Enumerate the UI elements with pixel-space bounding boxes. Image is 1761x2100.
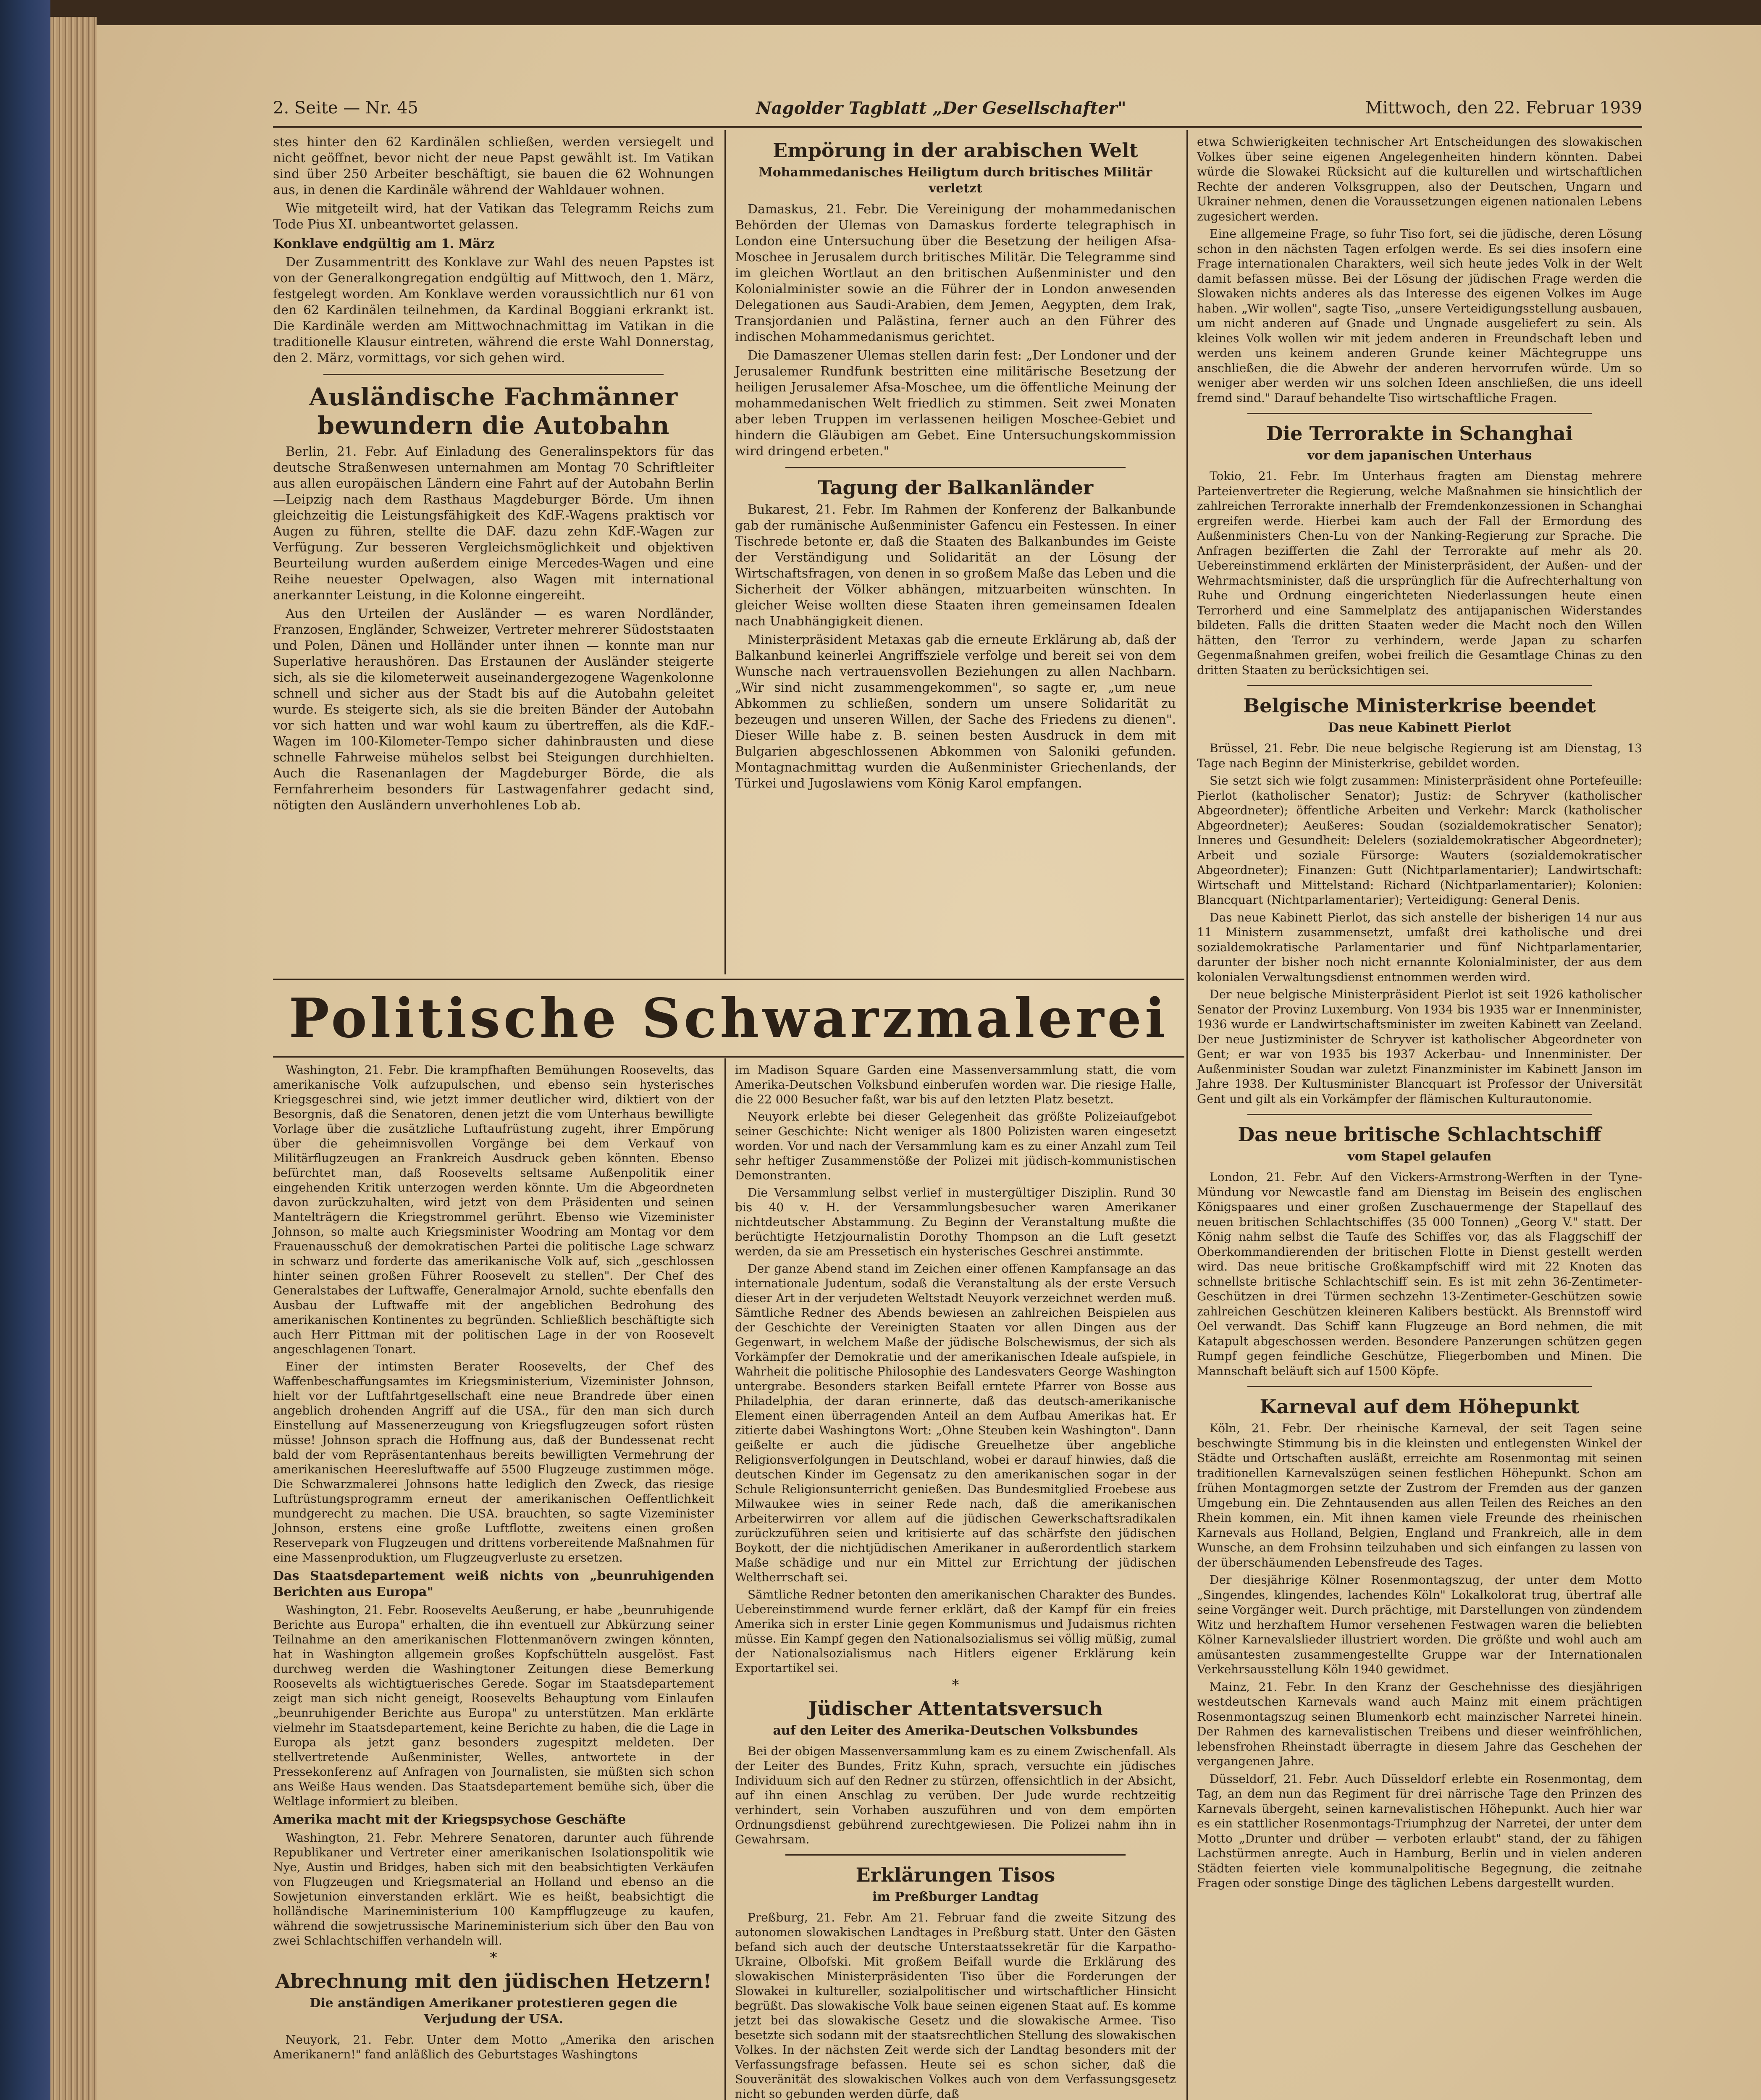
article-paragraph: Neuyork erlebte bei dieser Gelegenheit das größte Polizeiaufgebot seiner Geschichte: Nicht weniger als 1800 Polizisten waren eingesetzt worden. Vor und nach der Versammlung kam es zu einer Anzahl zum Teil sehr heftiger Zusammenstöße der Polizei mit jüdisch-kommunistischen Demonstranten.: [735, 1110, 1176, 1182]
divider: [785, 467, 1126, 468]
article-paragraph: Wie mitgeteilt wird, hat der Vatikan das Telegramm Reichs zum Tode Pius XI. unbeantwortet gelassen.: [273, 201, 714, 232]
article-paragraph: Die Versammlung selbst verlief in mustergültiger Disziplin. Rund 30 bis 40 v. H. der Versammlungsbesucher waren Amerikaner nichtdeutscher Abstammung. Zu Beginn der Veranstaltung mußte die berüchtigte Hetzjournalistin Dorothy Thompson an die Luft gesetzt werden, da sie am Pressetisch ein hysterisches Geschrei anstimmte.: [735, 1186, 1176, 1258]
article-title: Empörung in der arabischen Welt: [773, 139, 1138, 162]
article-paragraph: Brüssel, 21. Febr. Die neue belgische Regierung ist am Dienstag, 13 Tage nach Beginn der Ministerkrise, gebildet worden.: [1197, 741, 1642, 770]
article-title: Belgische Ministerkrise beendet: [1243, 694, 1596, 717]
divider: [1247, 1114, 1592, 1115]
column-rule: [1186, 130, 1188, 2100]
newspaper-masthead: Nagolder Tagblatt „Der Gesellschafter": [756, 98, 1126, 118]
article-paragraph: im Madison Square Garden eine Massenversammlung statt, die vom Amerika-Deutschen Volksbund einberufen worden war. Die riesige Halle, die 22 000 Besucher faßt, war bis auf den letzten Platz besetzt.: [735, 1063, 1176, 1106]
article-paragraph: etwa Schwierigkeiten technischer Art Entscheidungen des slowakischen Volkes über seine eigenen Angelegenheiten hindern könnten. Dabei würde die Slowakei Rücksicht auf die kulturellen und wirtschaftlichen Rechte der anderen Volksgruppen, also der Deutschen, Ungarn und Ukrainer nehmen, denen die Voraussetzungen eigenen nationalen Lebens zugesichert werden.: [1197, 135, 1642, 223]
article-paragraph: Washington, 21. Febr. Roosevelts Aeußerung, er habe „beunruhigende Berichte aus Europa" erhalten, die ihn eventuell zur Abkürzung seiner Teilnahme an den amerikanischen Flottenmanövern zwingen könnten, hat in Washington allgemein großes Kopfschütteln ausgelöst. Fast durchweg werden die Washingtoner Zeitungen diese Bemerkung Roosevelts als wichtigtuerisches Gerede. Sogar im Staatsdepartement zeigt man sich nicht geneigt, Roosevelts Behauptung vom Einlaufen „beunruhigender Berichte aus Europa" zu unterstützen. Man erklärte vielmehr im Staatsdepartement, keine Berichte zu haben, die die Lage in Europa als jetzt ganz besonders zugespitzt meldeten. Der stellvertretende Außenminister, Welles, antwortete in der Pressekonferenz auf Anfragen von Journalisten, sie müßten sich schon ans Weiße Haus wenden. Das Staatsdepartement bemühe sich, über die Weltlage informiert zu bleiben.: [273, 1603, 714, 1808]
separator-star: *: [490, 1949, 497, 1966]
banner-rule-bottom: [273, 1056, 1184, 1058]
article-subtitle: auf den Leiter des Amerika-Deutschen Volksbundes: [773, 1723, 1138, 1738]
article-paragraph: Der neue belgische Ministerpräsident Pierlot ist seit 1926 katholischer Senator der Provinz Luxemburg. Von 1934 bis 1935 war er Innenminister, 1936 wurde er Landwirtschaftsminister im zweiten Kabinett van Zeeland. Der neue Justizminister de Schryver ist katholischer Abgeordneter von Gent; er war von 1935 bis 1937 Ackerbau- und Innenminister. Der Außenminister Soudan war zuletzt Finanzminister im Kabinett Janson im Jahre 1938. Der Kultusminister Blancquart ist Professor der Universität Gent und gilt als ein Vorkämpfer der flämischen Kulturautonomie.: [1197, 987, 1642, 1106]
article-paragraph: Sie setzt sich wie folgt zusammen: Ministerpräsident ohne Portefeuille: Pierlot (katholischer Senator); Justiz: de Schryver (katholischer Abgeordneter); öffentliche Arbeiten und Verkehr: Marck (katholischer Abgeordneter); Aeußeres: Soudan (sozialdemokratischer Senator); Inneres und Gesundheit: Delelers (sozialdemokratischer Abgeordneter); Arbeit und soziale Fürsorge: Wauters (sozialdemokratischer Abgeordneter); Finanzen: Gutt (Nichtparlamentarier); Landwirtschaft: Wirtschaft und Mittelstand: Richard (Nichtparlamentarier); Kolonien: Blancquart (Nichtparlamentarier); Verteidigung: General Denis.: [1197, 774, 1642, 907]
article-paragraph: Aus den Urteilen der Ausländer — es waren Nordländer, Franzosen, Engländer, Schweizer, Vertreter mehrerer Südoststaaten und Polen, Dänen und Holländer unter ihnen — konnte man nur Superlative heraushören. Das Erstaunen der Ausländer steigerte sich, als sie die kilometerweit auseinandergezogene Wagenkolonne schnell und sicher aus der Stadt bis auf die Autobahn geleitet wurde. Es steigerte sich, als sie die breiten Bänder der Autobahn vor sich hatten und war wohl kaum zu übertreffen, als die KdF.-Wagen im 100-Kilometer-Tempo sicher dahinbrausten und diese schnelle Fahrweise mühelos selbst bei Steigungen durchhielten. Auch die Rasenanlagen der Magdeburger Börde, die als Fernfahrerheim besonders für Lastwagenfahrer gedacht sind, nötigten den Ausländern unverhohlenes Lob ab.: [273, 606, 714, 813]
article-paragraph: Bukarest, 21. Febr. Im Rahmen der Konferenz der Balkanbunde gab der rumänische Außenminister Gafencu ein Festessen. In einer Tischrede betonte er, daß die Staaten des Balkanbundes im Geiste der Verständigung und Solidarität an der Lösung der Wirtschaftsfragen, von denen in so großem Maße das Leben und die Sicherheit der Völker abhängen, mitzuarbeiten wünschten. In gleicher Weise wollten diese Staaten ihren gemeinsamen Idealen nach Unabhängigkeit dienen.: [735, 502, 1176, 629]
banner-rule-top: [273, 979, 1184, 980]
page-header: [273, 92, 1642, 128]
article-paragraph: Preßburg, 21. Febr. Am 21. Februar fand die zweite Sitzung des autonomen slowakischen Landtages in Preßburg statt. Unter den Gästen befand sich auch der deutsche Unterstaatssekretär für die Karpatho-Ukraine, Olbofski. Mit großem Beifall wurde die Erklärung des slowakischen Ministerpräsidenten Tiso über die Forderungen der Slowakei in kultureller, sozialpolitischer und wirtschaftlicher Hinsicht begrüßt. Das slowakische Volk baue seinen eigenen Staat auf. Es komme jetzt bei das slowakische Gesetz und die slowakische Armee. Tiso besetzte sich sodann mit der staatsrechtlichen Stellung des slowakischen Volkes. In der nächsten Zeit werde sich der Landtag besonders mit der Verfassungsfrage befassen. Heute sei es schon sicher, daß die Souveränität des slowakischen Volkes auch von dem Verfassungsgesetz nicht so gebunden werden dürfe, daß: [735, 1911, 1176, 2100]
issue-date: Mittwoch, den 22. Februar 1939: [1365, 98, 1642, 118]
column-rule: [724, 130, 726, 974]
article-paragraph: Washington, 21. Febr. Mehrere Senatoren, darunter auch führende Republikaner und Vertreter einer amerikanischen Isolationspolitik wie Nye, Austin und Bridges, haben sich mit den beabsichtigten Verkäufen von Flugzeugen und Kriegsmaterial an Holland und ebenso an die Sowjetunion einverstanden erklärt. Wie es heißt, beabsichtigt die holländische Marineministerium 100 Kampfflugzeuge zu kaufen, während die sowjetrussische Marineministerium sich über den Bau von zwei Schlachtschiffen verhandeln will.: [273, 1831, 714, 1948]
section-heading: Amerika macht mit der Kriegspsychose Geschäfte: [273, 1812, 626, 1827]
article-subtitle: Mohammedanisches Heiligtum durch britisches Militär verletzt: [758, 165, 1152, 196]
article-paragraph: Mainz, 21. Febr. In den Kranz der Geschehnisse des diesjährigen westdeutschen Karnevals wand auch Mainz mit einem prächtigen Rosenmontagszug seinen Blumenkorb echt mainzischer Narretei hinein. Der Rahmen des karnevalistischen Treibens und dieser weinfröhlichen, lebensfrohen Rheinstadt überragte in diesem Jahre das Geschehen der vergangenen Jahre.: [1197, 1680, 1642, 1768]
divider: [1247, 1386, 1592, 1387]
article-paragraph: Neuyork, 21. Febr. Unter dem Motto „Amerika den arischen Amerikanern!" fand anläßlich des Geburtstages Washingtons: [273, 2033, 714, 2061]
newspaper-page: [97, 25, 1761, 2100]
article-subtitle: im Preßburger Landtag: [872, 1890, 1039, 1904]
article-title: Das neue britische Schlachtschiff: [1238, 1123, 1601, 1146]
article-title: Jüdischer Attentatsversuch: [808, 1697, 1103, 1720]
page-number: 2. Seite — Nr. 45: [273, 98, 418, 118]
article-subtitle: vom Stapel gelaufen: [1347, 1149, 1492, 1164]
article-title: Tagung der Balkanländer: [817, 476, 1094, 499]
article-paragraph: Die Damaszener Ulemas stellen darin fest: „Der Londoner und der Jerusalemer Rundfunk bestritten eine militärische Besetzung der heiligen Jerusalemer Afsa-Moschee, um die öffentliche Meinung der mohammedanischen Welt friedlich zu stimmen. Seit zwei Monaten aber leben Truppen im verlassenen heiligen Moschee-Gebiet und hindern die Gläubigen am Gebet. Eine Untersuchungskommission wird dringend erbeten.": [735, 348, 1176, 459]
article-paragraph: Washington, 21. Febr. Die krampfhaften Bemühungen Roosevelts, das amerikanische Volk aufzupulschen, und ebenso sein hysterisches Kriegsgeschrei sind, wie jetzt immer deutlicher wird, diktiert von der Besorgnis, daß die Senatoren, denen jetzt die vom Unterhaus bewilligte Vorlage über die zusätzliche Luftaufrüstung zugeht, ihrer Empörung über die geheimnisvollen Vorgänge bei dem Verkauf von Militärflugzeugen an Frankreich Ausdruck geben könnten. Ebenso befürchtet man, daß Roosevelts seltsame Außenpolitik einer eingehenden Kritik unterzogen werden könnte. Um die Abgeordneten davon zurückzuhalten, wird jetzt von dem Präsidenten und seinen Mantelträgern die Kriegstrommel gerührt. Ebenso wie Vizeminister Johnson, so malte auch Kriegsminister Woodring am Montag vor dem Frauenausschuß der demokratischen Partei die politische Lage schwarz in schwarz und forderte das amerikanische Volk auf, sich „geschlossen hinter seinen großen Führer Roosevelt zu stellen". Der Chef des Generalstabes der Luftwaffe, Generalmajor Arnold, suchte ebenfalls den Ausbau der Luftwaffe mit der angeblichen Bedrohung des amerikanischen Kontinentes zu begründen. Schließlich beschäftigte sich auch Herr Pittman mit der politischen Lage in der von Roosevelt angeschlagenen Tonart.: [273, 1063, 714, 1356]
article-paragraph: Sämtliche Redner betonten den amerikanischen Charakter des Bundes. Uebereinstimmend wurde ferner erklärt, daß der Kampf für ein freies Amerika sich in erster Linie gegen Kommunismus und Judaismus richten müsse. Ein Kampf gegen den Nationalsozialismus sei völlig müßig, zumal der Nationalsozialismus nach Hitlers eigener Erklärung kein Exportartikel sei.: [735, 1588, 1176, 1675]
article-title: Ausländische Fachmänner bewundern die Autobahn: [309, 383, 678, 440]
book-binding: [0, 0, 50, 2100]
page-stack-edge: [50, 17, 97, 2100]
article-paragraph: Ministerpräsident Metaxas gab die erneute Erklärung ab, daß der Balkanbund keinerlei Angriffsziele verfolge und bereit sei von dem Wunsche nach vertrauensvollen Beziehungen zu allen Nachbarn. „Wir sind nicht zusammengekommen", so sagte er, „um neue Abkommen zu schließen, sondern um unsere Solidarität zu bezeugen und unseren Willen, der Sache des Friedens zu dienen". Dieser Wille habe z. B. seinen besten Ausdruck in dem mit Bulgarien abgeschlossenen Abkommen von Saloniki gefunden. Montagnachmittag wurden die Außenminister Griechenlands, der Türkei und Jugoslawiens vom König Karol empfangen.: [735, 633, 1176, 791]
article-title: Die Terrorakte in Schanghai: [1266, 422, 1573, 445]
article-paragraph: Köln, 21. Febr. Der rheinische Karneval, der seit Tagen seine beschwingte Stimmung bis in die kleinsten und entlegensten Winkel der Städte und Ortschaften ausläßt, erreichte am Rosenmontag mit seinen traditionellen Karnevalszügen seinen festlichen Höhepunkt. Schon am frühen Montagmorgen setzte der Zustrom der Fremden aus der ganzen Umgebung ein. Die Zehntausenden aus allen Teilen des Reiches an den Rhein kommen, ein. Mit ihnen kamen viele Freunde des rheinischen Karnevals aus Holland, Belgien, England und Frankreich, alle in dem Wunsche, an dem Frohsinn teilzuhaben und sich einfangen zu lassen von der überschäumenden Lebensfreude des Tages.: [1197, 1421, 1642, 1570]
article-subtitle: Die anständigen Amerikaner protestieren gegen die Verjudung der USA.: [310, 1996, 677, 2026]
article-subtitle: Das neue Kabinett Pierlot: [1328, 720, 1512, 735]
article-paragraph: Der ganze Abend stand im Zeichen einer offenen Kampfansage an das internationale Judentum, sodaß die Veranstaltung als der erste Versuch dieser Art in der verjudeten Weltstadt Neuyork verzeichnet werden muß. Sämtliche Redner des Abends bewiesen an zahlreichen Beispielen aus der Geschichte der Vereinigten Staaten vor allen Dingen aus der Gegenwart, in welchem Maße der jüdische Bolschewismus, der sich als Vorkämpfer der Demokratie und der amerikanischen Ideale aufspiele, in Wahrheit die politische Philosophie des Landesvaters George Washington untergrabe. Besonders starken Beifall erntete Pfarrer von Bosse aus Philadelphia, der daran erinnerte, daß das deutsch-amerikanische Element einen überragenden Anteil an dem Aufbau Amerikas hat. Er zitierte dabei Washingtons Wort: „Ohne Steuben kein Washington". Dann geißelte er auch die jüdische Greuelhetze über angebliche Religionsverfolgungen in Deutschland, wobei er darauf hinwies, daß die deutschen Kinder im Gegensatz zu den amerikanischen sogar in der Schule Religionsunterricht genießen. Das Bundesmitglied Froebese aus Milwaukee wies in seiner Rede nach, daß die amerikanischen Arbeiterwirren vor allem auf die jüdischen Gewerkschaftsradikalen zurückzuführen seien und kritisierte auf das schärfste den jüdischen Boykott, der die nichtjüdischen Amerikaner in außerordentlich starkem Maße schädige und nur ein Mittel zur Errichtung der jüdischen Weltherrschaft sei.: [735, 1262, 1176, 1584]
article-paragraph: Berlin, 21. Febr. Auf Einladung des Generalinspektors für das deutsche Straßenwesen unternahmen am Montag 70 Schriftleiter aus allen europäischen Ländern eine Fahrt auf der Autobahn Berlin—Leipzig nach dem Rasthaus Magdeburger Börde. Um ihnen gleichzeitig die Leistungsfähigkeit des KdF.-Wagens praktisch vor Augen zu führen, stellte die DAF. dazu zehn KdF.-Wagen zur Verfügung. Zur besseren Vergleichsmöglichkeit und objektiven Beurteilung wurden außerdem einige Mercedes-Wagen und eine Reihe neuester Opelwagen, also Wagen mit international anerkannter Leistung, in die Kolonne eingereiht.: [273, 444, 714, 603]
column-2-top: [735, 134, 1176, 794]
divider: [1247, 685, 1592, 686]
section-heading: Das Staatsdepartement weiß nichts von „beunruhigenden Berichten aus Europa": [273, 1569, 714, 1599]
article-title: Karneval auf dem Höhepunkt: [1260, 1395, 1580, 1418]
article-subtitle: vor dem japanischen Unterhaus: [1307, 448, 1532, 463]
article-paragraph: Bei der obigen Massenversammlung kam es zu einem Zwischenfall. Als der Leiter des Bundes, Fritz Kuhn, sprach, versuchte ein jüdisches Individuum sich auf den Redner zu stürzen, offensichtlich in der Absicht, auf ihn einen Anschlag zu verüben. Der Jude wurde rechtzeitig verhindert, sein Vorhaben auszuführen und von dem empörten Ordnungsdienst gebührend zurechtgewiesen. Die Polizei nahm ihn in Gewahrsam.: [735, 1744, 1176, 1846]
article-paragraph: Der diesjährige Kölner Rosenmontagszug, der unter dem Motto „Singendes, klingendes, lachendes Köln" Lokalkolorat trug, übertraf alle seine Vorgänger weit. Durch prächtige, mit Darstellungen von zündendem Witz und herzhaftem Humor versehenen Festwagen waren die beliebten Kölner Karnevalslieder illustriert worden. Die größte und wohl auch am amüsantesten zusammengestellte Gruppe war der Internationalen Verkehrsausstellung Köln 1940 gewidmet.: [1197, 1573, 1642, 1676]
column-1-bottom: [273, 1063, 714, 2064]
article-paragraph: Eine allgemeine Frage, so fuhr Tiso fort, sei die jüdische, deren Lösung schon in den nächsten Tagen erfolgen werde. Es sei dies insofern eine Frage internationalen Charakters, weil sich heute jedes Volk in der Welt damit befassen müsse. Bei der Lösung der jüdischen Frage werden die Slowaken nichts anderes als das Interesse des eigenen Volkes im Auge haben. „Wir wollen", sagte Tiso, „unsere Verteidigungsstellung ausbauen, um nicht anderen auf Gnade und Ungnade ausgeliefert zu sein. Als kleines Volk wollen wir mit jedem anderen in Freundschaft leben und werden uns keinem anderen Grunde keiner Mächtegruppe uns anschließen, die die Abwehr der anderen hervorrufen würde. Um so weniger aber werden wir uns solchen Ideen anschließen, die uns ideell fremd sind." Darauf behandelte Tiso wirtschaftliche Fragen.: [1197, 227, 1642, 405]
divider: [785, 1854, 1126, 1856]
column-1-top: [273, 134, 714, 816]
article-paragraph: Tokio, 21. Febr. Im Unterhaus fragten am Dienstag mehrere Parteienvertreter die Regierung, welche Maßnahmen sie hinsichtlich der zahlreichen Terrorakte innerhalb der Fremdenkonzessionen in Schanghai ergreifen werde. Hierbei kam auch der Fall der Ermordung des Außenministers Chen-Lu von der Nanking-Regierung zur Sprache. Die Anfragen bezifferten die Zahl der Terrorakte auf mehr als 20. Uebereinstimmend erklärten der Ministerpräsident, der Außen- und der Wehrmachtsminister, daß die ursprünglich für die Aufrechterhaltung von Ruhe und Ordnung eingerichteten Niederlassungen heute einen Terrorherd und eine Sammelplatz des antijapanischen Widerstandes bildeten. Falls die dritten Staaten weder die Macht noch den Willen hätten, den Terror zu verhindern, werde Japan zu scharfen Gegenmaßnahmen greifen, wobei freilich die Gesamtlage Chinas zu den dritten Staaten zu berücksichtigen sei.: [1197, 469, 1642, 677]
article-title: Abrechnung mit den jüdischen Hetzern!: [275, 1970, 712, 1992]
divider: [1247, 413, 1592, 414]
article-paragraph: Düsseldorf, 21. Febr. Auch Düsseldorf erlebte ein Rosenmontag, dem Tag, an dem nun das Regiment für drei närrische Tage den Prinzen des Karnevals übergeht, seinen karnevalistischen Höhepunkt. Auch hier war es ein stattlicher Rosenmontags-Triumphzug der Narretei, der unter dem Motto „Drunter und drüber — verboten erlaubt" stand, der zu fähigen Lachstürmen anregte. Auch in Hamburg, Berlin und in vielen anderen Städten feierten viele kommunalpolitische Begegnung, die zeitnahe Fragen oder sonstige Dinge des täglichen Lebens dargestellt wurden.: [1197, 1772, 1642, 1890]
article-paragraph: stes hinter den 62 Kardinälen schließen, werden versiegelt und nicht geöffnet, bevor nicht der neue Papst gewählt ist. Im Vatikan sind über 250 Arbeiter beschäftigt, sie bauen die 62 Wohnungen aus, in denen die Kardinäle während der Wahldauer wohnen.: [273, 135, 714, 197]
article-paragraph: London, 21. Febr. Auf den Vickers-Armstrong-Werften in der Tyne-Mündung vor Newcastle fand am Dienstag im Beisein des englischen Königspaares und einer großen Zuschauermenge der Stapellauf des neuen britischen Schlachtschiffes (35 000 Tonnen) „Georg V." statt. Der König nahm selbst die Taufe des Schiffes vor, das als Flaggschiff der Oberkommandierenden der britischen Flotte in Dienst gestellt werden wird. Das neue britische Großkampfschiff wird mit 22 Knoten das schnellste britische Schlachtschiff sein. Es ist mit zehn 36-Zentimeter-Geschützen in drei Türmen sechzehn 13-Zentimeter-Geschützen sowie zahlreichen Geschützen kleineren Kalibers bestückt. Als Brennstoff wird Oel verwandt. Das Schiff kann Flugzeuge an Bord nehmen, die mit Katapult abgeschossen werden. Besondere Panzerungen schützen gegen Rumpf gegen feindliche Geschütze, Fliegerbomben und Minen. Die Mannschaft beläuft sich auf 1500 Köpfe.: [1197, 1170, 1642, 1378]
banner-headline: Politische Schwarzmalerei: [289, 987, 1169, 1050]
column-rule: [724, 1058, 726, 2100]
article-paragraph: Damaskus, 21. Febr. Die Vereinigung der mohammedanischen Behörden der Ulemas von Damaskus forderte telegraphisch in London eine Untersuchung über die Besetzung der heiligen Afsa-Moschee in Jerusalem durch britisches Militär. Die Telegramme sind im gleichen Wortlaut an den britischen Außenminister und den Kolonialminister sowie an die Führer der in London anwesenden Delegationen aus Saudi-Arabien, dem Jemen, Aegypten, dem Irak, Transjordanien und Palästina, ferner auch an den Führer des indischen Mohammedanismus gerichtet.: [735, 202, 1176, 344]
divider: [323, 374, 664, 375]
column-3: [1197, 134, 1642, 1893]
article-paragraph: Der Zusammentritt des Konklave zur Wahl des neuen Papstes ist von der Generalkongregation endgültig auf Mittwoch, den 1. März, festgelegt worden. Am Konklave werden voraussichtlich nur 61 von den 62 Kardinälen teilnehmen, da Kardinal Boggiani erkrankt ist. Die Kardinäle werden am Mittwochnachmittag im Vatikan in die traditionelle Klausur eintreten, während die erste Wahl Donnerstag, den 2. März, vormittags, vor sich gehen wird.: [273, 255, 714, 365]
column-2-bottom: [735, 1063, 1176, 2100]
section-heading: Konklave endgültig am 1. März: [273, 236, 495, 251]
page-content: [273, 92, 1642, 2100]
article-title: Erklärungen Tisos: [856, 1864, 1055, 1886]
article-paragraph: Das neue Kabinett Pierlot, das sich anstelle der bisherigen 14 nur aus 11 Ministern zusammensetzt, umfaßt drei katholische und drei sozialdemokratische Parlamentarier und fünf Nichtparlamentarier, darunter der bisher noch nicht ernannte Kolonialminister, der aus dem kolonialen Verwaltungsdienst entnommen werden wird.: [1197, 910, 1642, 984]
article-paragraph: Einer der intimsten Berater Roosevelts, der Chef des Waffenbeschaffungsamtes im Kriegsministerium, Vizeminister Johnson, hielt vor der Luftfahrtgesellschaft eine neue Brandrede über einen angeblich drohenden Angriff auf die USA., für den man sich durch Einstellung auf Massenerzeugung von Kriegsflugzeugen sofort rüsten müsse! Johnson sprach die Hoffnung aus, daß der Bundessenat recht bald der vom Repräsentantenhaus bereits bewilligten Vermehrung der amerikanischen Heeresluftwaffe auf 5500 Flugzeuge zustimmen möge. Die Schwarzmalerei Johnsons hatte lediglich den Zweck, das riesige Luftrüstungsprogramm erneut der amerikanischen Oeffentlichkeit mundgerecht zu machen. Die USA. brauchten, so sagte Vizeminister Johnson, erstens eine große Luftflotte, zweitens einen großen Reservepark von Flugzeugen und drittens vorbereitende Maßnahmen für eine Massenproduktion, um Flugzeugverluste zu ersetzen.: [273, 1360, 714, 1564]
separator-star: *: [952, 1677, 959, 1693]
